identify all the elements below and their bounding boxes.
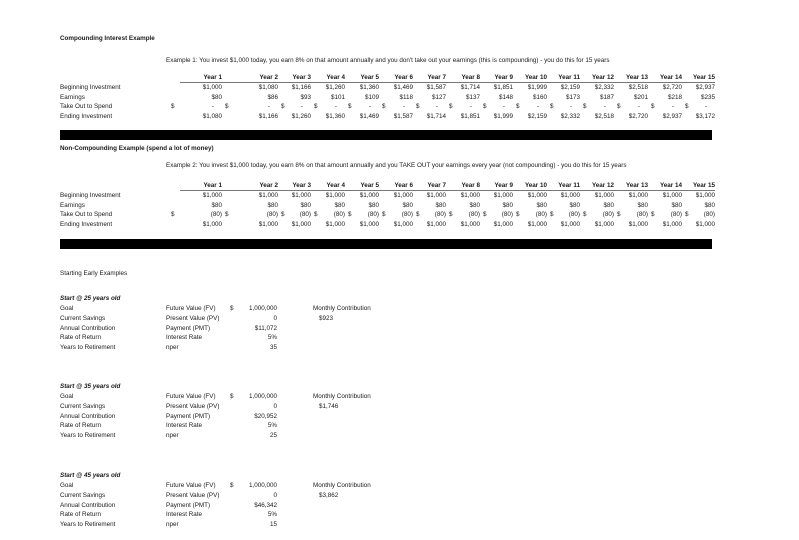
early-mid-label: Interest Rate — [166, 511, 203, 519]
table-cell: $80 — [402, 201, 413, 209]
early-left-label: Goal — [60, 393, 74, 400]
table-cell: $2,518 — [628, 84, 648, 91]
year-header: Year 7 — [427, 182, 446, 189]
early-value: $11,072 — [254, 324, 277, 332]
year-header: Year 14 — [659, 182, 682, 189]
table-cell: $160 — [532, 93, 547, 101]
early-left-label: Years to Retirement — [60, 344, 116, 352]
table-cell: $101 — [330, 93, 345, 101]
table-cell: (80) — [434, 211, 446, 218]
table-cell: - — [402, 103, 405, 110]
year-header: Year 2 — [259, 74, 278, 81]
early-mid-label: Payment (PMT) — [166, 501, 211, 509]
table-cell: $1,000 — [662, 192, 682, 199]
table-cell: $1,999 — [493, 112, 513, 120]
table-cell: $2,937 — [695, 84, 715, 91]
currency-symbol: $ — [171, 211, 175, 218]
table-cell: $1,166 — [291, 84, 311, 91]
table-cell: $218 — [667, 93, 682, 101]
table-cell: $1,000 — [393, 192, 413, 199]
row-label: Ending Investment — [60, 220, 113, 228]
early-left-label: Current Savings — [60, 402, 106, 410]
currency-symbol: $ — [617, 211, 621, 218]
early-mid-label: Interest Rate — [166, 334, 203, 342]
table-cell: $1,851 — [460, 112, 480, 120]
row-label: Take Out to Spend — [60, 211, 113, 218]
early-mid-label: Interest Rate — [166, 422, 203, 430]
table-cell: (80) — [670, 211, 682, 218]
currency-symbol: $ — [281, 211, 285, 218]
currency-symbol: $ — [483, 103, 487, 110]
table-cell: $1,000 — [493, 192, 513, 199]
year-header: Year 5 — [360, 182, 379, 189]
table-cell: $2,720 — [628, 112, 648, 120]
year-header: Year 1 — [203, 74, 222, 81]
year-header: Year 9 — [494, 182, 513, 189]
table-cell: $1,000 — [258, 192, 278, 199]
early-mid-label: nper — [166, 521, 179, 529]
table-cell: $2,332 — [560, 112, 580, 120]
year-header: Year 6 — [394, 74, 413, 81]
year-header: Year 15 — [692, 74, 715, 81]
year-header: Year 15 — [692, 182, 715, 189]
table-cell: $2,720 — [662, 84, 682, 91]
table-cell: $1,080 — [202, 112, 222, 120]
table-cell: (80) — [401, 211, 413, 218]
table-cell: $86 — [267, 93, 278, 101]
table-cell: - — [267, 103, 270, 110]
noncompounding-description: Example 2: You invest $1,000 today, you earn 8% on that amount annually and you TAKE OUT your earnings every year (not compounding) - you do this for 15 years — [166, 162, 627, 169]
table-cell: $1,000 — [202, 220, 222, 228]
early-mid-label: Payment (PMT) — [166, 412, 211, 420]
early-mid-label: Payment (PMT) — [166, 324, 211, 332]
table-cell: (80) — [299, 211, 311, 218]
table-cell: - — [211, 103, 214, 110]
table-cell: - — [502, 103, 505, 110]
table-cell: $80 — [502, 201, 513, 209]
table-cell: (80) — [266, 211, 278, 218]
early-value: 5% — [267, 334, 277, 342]
early-left-label: Rate of Return — [60, 334, 101, 342]
table-cell: $2,937 — [662, 112, 682, 120]
table-cell: $1,000 — [628, 192, 648, 199]
early-left-label: Current Savings — [60, 491, 106, 499]
table-cell: $127 — [431, 93, 446, 101]
table-cell: - — [569, 103, 572, 110]
currency-symbol: $ — [416, 211, 420, 218]
table-cell: - — [469, 103, 472, 110]
table-cell: $1,260 — [291, 112, 311, 120]
table-cell: (80) — [501, 211, 513, 218]
table-cell: - — [536, 103, 539, 110]
currency-symbol: $ — [171, 103, 175, 110]
table-cell: $2,518 — [594, 112, 614, 120]
table-cell: $137 — [465, 93, 480, 101]
currency-symbol: $ — [230, 482, 234, 489]
table-cell: - — [435, 103, 438, 110]
table-cell: $80 — [671, 201, 682, 209]
table-cell: $235 — [700, 93, 715, 101]
table-cell: $1,000 — [426, 192, 446, 199]
currency-symbol: $ — [483, 211, 487, 218]
table-cell: $1,000 — [325, 192, 345, 199]
year-header: Year 4 — [326, 182, 345, 189]
early-left-label: Annual Contribution — [60, 501, 116, 509]
table-cell: $1,000 — [359, 220, 379, 228]
compounding-title: Compounding Interest Example — [60, 35, 155, 42]
early-value: 5% — [267, 511, 277, 519]
early-left-label: Years to Retirement — [60, 521, 116, 529]
early-mid-label: Present Value (PV) — [166, 402, 220, 410]
table-cell: $80 — [211, 201, 222, 209]
table-cell: $80 — [368, 201, 379, 209]
year-header: Year 6 — [394, 182, 413, 189]
currency-symbol: $ — [348, 211, 352, 218]
table-cell: $148 — [498, 93, 513, 101]
year-header: Year 13 — [625, 182, 648, 189]
early-mid-label: nper — [166, 344, 179, 352]
table-cell: $1,360 — [359, 84, 379, 91]
compounding-description: Example 1: You invest $1,000 today, you earn 8% on that amount annually and you don't take out your earnings (this is compounding) - you do this for 15 years — [166, 57, 610, 64]
year-header: Year 10 — [524, 182, 547, 189]
table-cell: $1,000 — [460, 192, 480, 199]
currency-symbol: $ — [225, 211, 229, 218]
block-heading: Start @ 35 years old — [60, 383, 121, 390]
table-cell: $1,714 — [426, 112, 446, 120]
table-cell: $1,000 — [527, 192, 547, 199]
table-cell: $187 — [599, 93, 614, 101]
section-divider — [60, 239, 712, 249]
table-cell: $2,332 — [594, 84, 614, 91]
monthly-contribution-value: $3,862 — [319, 491, 339, 499]
currency-symbol: $ — [314, 103, 318, 110]
year-header: Year 3 — [292, 182, 311, 189]
table-cell: $1,000 — [393, 220, 413, 228]
table-cell: (80) — [636, 211, 648, 218]
year-header: Year 8 — [461, 182, 480, 189]
currency-symbol: $ — [314, 211, 318, 218]
table-cell: $1,000 — [291, 220, 311, 228]
table-cell: $80 — [435, 201, 446, 209]
table-cell: $80 — [603, 201, 614, 209]
early-left-label: Rate of Return — [60, 511, 101, 519]
currency-symbol: $ — [583, 211, 587, 218]
year-header: Year 8 — [461, 74, 480, 81]
early-value: 1,000,000 — [248, 305, 277, 312]
year-header: Year 4 — [326, 74, 345, 81]
currency-symbol: $ — [550, 103, 554, 110]
monthly-contribution-value: $1,746 — [319, 402, 339, 410]
year-header: Year 2 — [259, 182, 278, 189]
early-title: Starting Early Examples — [60, 270, 128, 277]
table-cell: $1,851 — [493, 84, 513, 91]
table-cell: $1,000 — [560, 220, 580, 228]
early-value: 15 — [269, 521, 277, 529]
early-value: 0 — [273, 491, 277, 499]
table-cell: $1,000 — [695, 192, 715, 199]
year-header: Year 10 — [524, 74, 547, 81]
currency-symbol: $ — [685, 103, 689, 110]
table-cell: $173 — [565, 93, 580, 101]
year-header: Year 12 — [591, 74, 614, 81]
row-label: Ending Investment — [60, 112, 113, 120]
table-cell: $1,080 — [258, 84, 278, 91]
table-cell: $80 — [569, 201, 580, 209]
currency-symbol: $ — [230, 393, 234, 400]
table-cell: $1,360 — [325, 112, 345, 120]
early-mid-label: Present Value (PV) — [166, 314, 220, 322]
year-header: Year 1 — [203, 182, 222, 189]
table-cell: $1,000 — [594, 192, 614, 199]
table-cell: $1,000 — [594, 220, 614, 228]
year-header: Year 14 — [659, 74, 682, 81]
table-cell: (80) — [535, 211, 547, 218]
early-left-label: Annual Contribution — [60, 324, 116, 332]
row-label: Earnings — [60, 93, 85, 101]
table-cell: $80 — [334, 201, 345, 209]
early-value: $46,342 — [254, 501, 277, 509]
currency-symbol: $ — [516, 211, 520, 218]
table-cell: $118 — [399, 93, 413, 101]
table-cell: - — [671, 103, 674, 110]
monthly-contribution-label: Monthly Contribution — [313, 482, 371, 489]
table-cell: $80 — [300, 201, 311, 209]
table-cell: $1,000 — [493, 220, 513, 228]
table-cell: $93 — [300, 93, 311, 101]
year-header: Year 13 — [625, 74, 648, 81]
early-left-label: Annual Contribution — [60, 412, 116, 420]
noncompounding-title: Non-Compounding Example (spend a lot of money) — [60, 145, 214, 152]
table-cell: (80) — [602, 211, 614, 218]
table-cell: - — [704, 103, 707, 110]
table-cell: $1,587 — [426, 84, 446, 91]
table-cell: - — [300, 103, 303, 110]
table-cell: (80) — [568, 211, 580, 218]
table-cell: $2,159 — [527, 112, 547, 120]
table-cell: $1,714 — [460, 84, 480, 91]
year-header: Year 11 — [558, 74, 580, 81]
header-underline — [180, 82, 715, 83]
block-heading: Start @ 25 years old — [60, 295, 121, 302]
early-value: 0 — [273, 402, 277, 410]
year-header: Year 3 — [292, 74, 311, 81]
currency-symbol: $ — [230, 305, 234, 312]
table-cell: - — [637, 103, 640, 110]
table-cell: $1,000 — [291, 192, 311, 199]
early-left-label: Rate of Return — [60, 422, 101, 430]
early-left-label: Current Savings — [60, 314, 106, 322]
currency-symbol: $ — [449, 211, 453, 218]
monthly-contribution-value: $923 — [319, 314, 334, 322]
header-underline — [180, 190, 715, 191]
currency-symbol: $ — [225, 103, 229, 110]
early-left-label: Goal — [60, 482, 74, 489]
monthly-contribution-label: Monthly Contribution — [313, 393, 371, 400]
year-header: Year 5 — [360, 74, 379, 81]
early-value: 1,000,000 — [248, 393, 277, 400]
currency-symbol: $ — [281, 103, 285, 110]
currency-symbol: $ — [550, 211, 554, 218]
table-cell: $1,000 — [460, 220, 480, 228]
row-label: Earnings — [60, 201, 85, 209]
table-cell: $1,166 — [258, 112, 278, 120]
currency-symbol: $ — [583, 103, 587, 110]
table-cell: $80 — [211, 93, 222, 101]
section-divider — [60, 130, 712, 140]
early-left-label: Goal — [60, 305, 74, 312]
currency-symbol: $ — [651, 211, 655, 218]
early-mid-label: Future Value (FV) — [166, 305, 216, 312]
table-cell: $1,000 — [359, 192, 379, 199]
table-cell: (80) — [468, 211, 480, 218]
table-cell: $1,000 — [426, 220, 446, 228]
early-value: 5% — [267, 422, 277, 430]
early-value: 25 — [269, 432, 277, 440]
table-cell: $1,000 — [560, 192, 580, 199]
early-value: 1,000,000 — [248, 482, 277, 489]
early-mid-label: Future Value (FV) — [166, 393, 216, 400]
table-cell: (80) — [333, 211, 345, 218]
early-mid-label: Present Value (PV) — [166, 491, 220, 499]
table-cell: (80) — [210, 211, 222, 218]
early-mid-label: Future Value (FV) — [166, 482, 216, 489]
currency-symbol: $ — [416, 103, 420, 110]
table-cell: $1,000 — [628, 220, 648, 228]
table-cell: $1,000 — [258, 220, 278, 228]
table-cell: - — [334, 103, 337, 110]
table-cell: $109 — [364, 93, 379, 101]
table-cell: $1,469 — [359, 112, 379, 120]
early-left-label: Years to Retirement — [60, 432, 116, 440]
early-value: $20,952 — [254, 412, 277, 420]
table-cell: (80) — [703, 211, 715, 218]
currency-symbol: $ — [382, 211, 386, 218]
table-cell: $80 — [536, 201, 547, 209]
currency-symbol: $ — [617, 103, 621, 110]
table-cell: $80 — [267, 201, 278, 209]
table-cell: $201 — [633, 93, 648, 101]
currency-symbol: $ — [449, 103, 453, 110]
table-cell: $1,000 — [325, 220, 345, 228]
table-cell: $80 — [469, 201, 480, 209]
monthly-contribution-label: Monthly Contribution — [313, 305, 371, 312]
year-header: Year 12 — [591, 182, 614, 189]
table-cell: $3,172 — [695, 112, 715, 120]
table-cell: $1,999 — [527, 84, 547, 91]
table-cell: $1,260 — [325, 84, 345, 91]
table-cell: - — [368, 103, 371, 110]
table-cell: $1,587 — [393, 112, 413, 120]
table-cell: $1,000 — [202, 192, 222, 199]
table-cell: $1,000 — [662, 220, 682, 228]
block-heading: Start @ 45 years old — [60, 472, 121, 479]
early-value: 0 — [273, 314, 277, 322]
currency-symbol: $ — [516, 103, 520, 110]
year-header: Year 9 — [494, 74, 513, 81]
currency-symbol: $ — [651, 103, 655, 110]
early-mid-label: nper — [166, 432, 179, 440]
table-cell: - — [603, 103, 606, 110]
table-cell: $1,469 — [393, 84, 413, 91]
table-cell: $2,159 — [560, 84, 580, 91]
row-label: Take Out to Spend — [60, 103, 113, 110]
table-cell: $1,000 — [527, 220, 547, 228]
row-label: Beginning Investment — [60, 84, 121, 91]
year-header: Year 11 — [558, 182, 580, 189]
table-cell: (80) — [367, 211, 379, 218]
currency-symbol: $ — [685, 211, 689, 218]
currency-symbol: $ — [348, 103, 352, 110]
table-cell: $1,000 — [202, 84, 222, 91]
table-cell: $1,000 — [695, 220, 715, 228]
currency-symbol: $ — [382, 103, 386, 110]
year-header: Year 7 — [427, 74, 446, 81]
table-cell: $80 — [637, 201, 648, 209]
row-label: Beginning Investment — [60, 192, 121, 199]
early-value: 35 — [269, 344, 277, 352]
table-cell: $80 — [704, 201, 715, 209]
